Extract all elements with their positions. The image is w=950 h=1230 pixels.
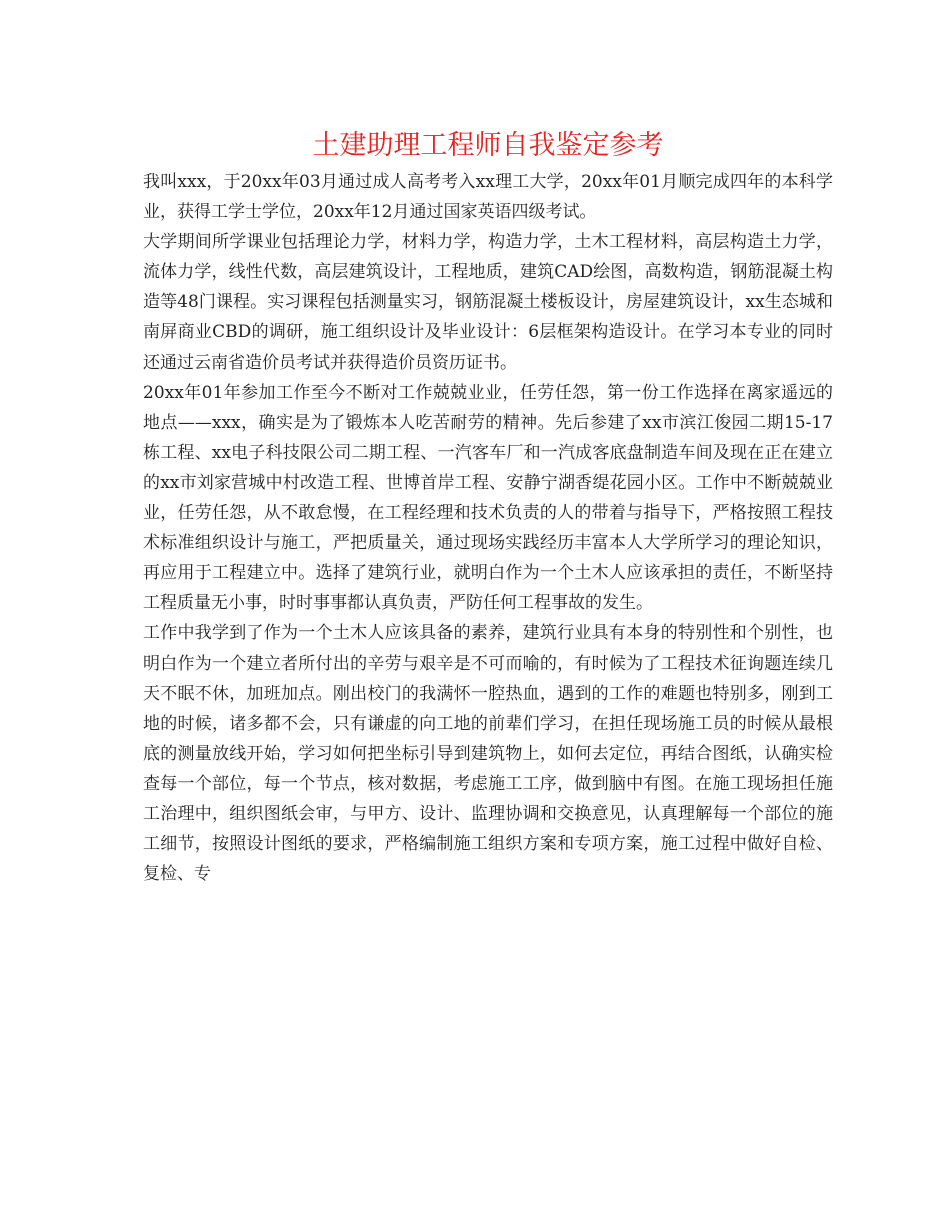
document-title: 土建助理工程师自我鉴定参考 [312,130,664,161]
paragraph-courses: 大学期间所学课业包括理论力学，材料力学，构造力学，土木工程材料，高层构造土力学，流体力学，线性代数，高层建筑设计，工程地质，建筑CAD绘图，高数构造，钢筋混凝土构造等48门课程。实习课程包括测量实习，钢筋混凝土楼板设计，房屋建筑设计，xx生态城和南屏商业CBD的调研，施工组织设计及毕业设计：6层框架构造设计。在学习本专业的同时还通过云南省造价员考试并获得造价员资历证书。 [143,232,833,373]
document-page [143,0,833,1230]
document-body [143,167,833,889]
paragraph-education: 我叫xxx，于20xx年03月通过成人高考考入xx理工大学，20xx年01月顺完成四年的本科学业，获得工学士学位，20xx年12月通过国家英语四级考试。 [143,172,833,223]
paragraph-work-skills: 工作中我学到了作为一个土木人应该具备的素养，建筑行业具有本身的特别性和个别性，也明白作为一个建立者所付出的辛劳与艰辛是不可而喻的，有时候为了工程技术征询题连续几天不眠不休，加班加点。刚出校门的我满怀一腔热血，遇到的工作的难题也特别多，刚到工地的时候，诸多都不会，只有谦虚的向工地的前辈们学习，在担任现场施工员的时候从最根底的测量放线开始，学习如何把坐标引导到建筑物上，如何去定位，再结合图纸，认确实检查每一个部位，每一个节点，核对数据，考虑施工工序，做到脑中有图。在施工现场担任施工治理中，组织图纸会审，与甲方、设计、监理协调和交换意见，认真理解每一个部位的施工细节，按照设计图纸的要求，严格编制施工组织方案和专项方案，施工过程中做好自检、复检、专 [143,623,833,885]
paragraph-work-experience: 20xx年01年参加工作至今不断对工作兢兢业业，任劳任怨，第一份工作选择在离家遥远的地点——xxx，确实是为了锻炼本人吃苦耐劳的精神。先后参建了xx市滨江俊园二期15-17栋工程、xx电子科技限公司二期工程、一汽客车厂和一汽成客底盘制造车间及现在正在建立的xx市刘家营城中村改造工程、世博首岸工程、安静宁湖香缇花园小区。工作中不断兢兢业业，任劳任怨，从不敢怠慢，在工程经理和技术负责的人的带着与指导下，严格按照工程技术标准组织设计与施工，严把质量关，通过现场实践经历丰富本人大学所学习的理论知识，再应用于工程建立中。选择了建筑行业，就明白作为一个土木人应该承担的责任，不断坚持工程质量无小事，时时事事都认真负责，严防任何工程事故的发生。 [143,382,833,614]
